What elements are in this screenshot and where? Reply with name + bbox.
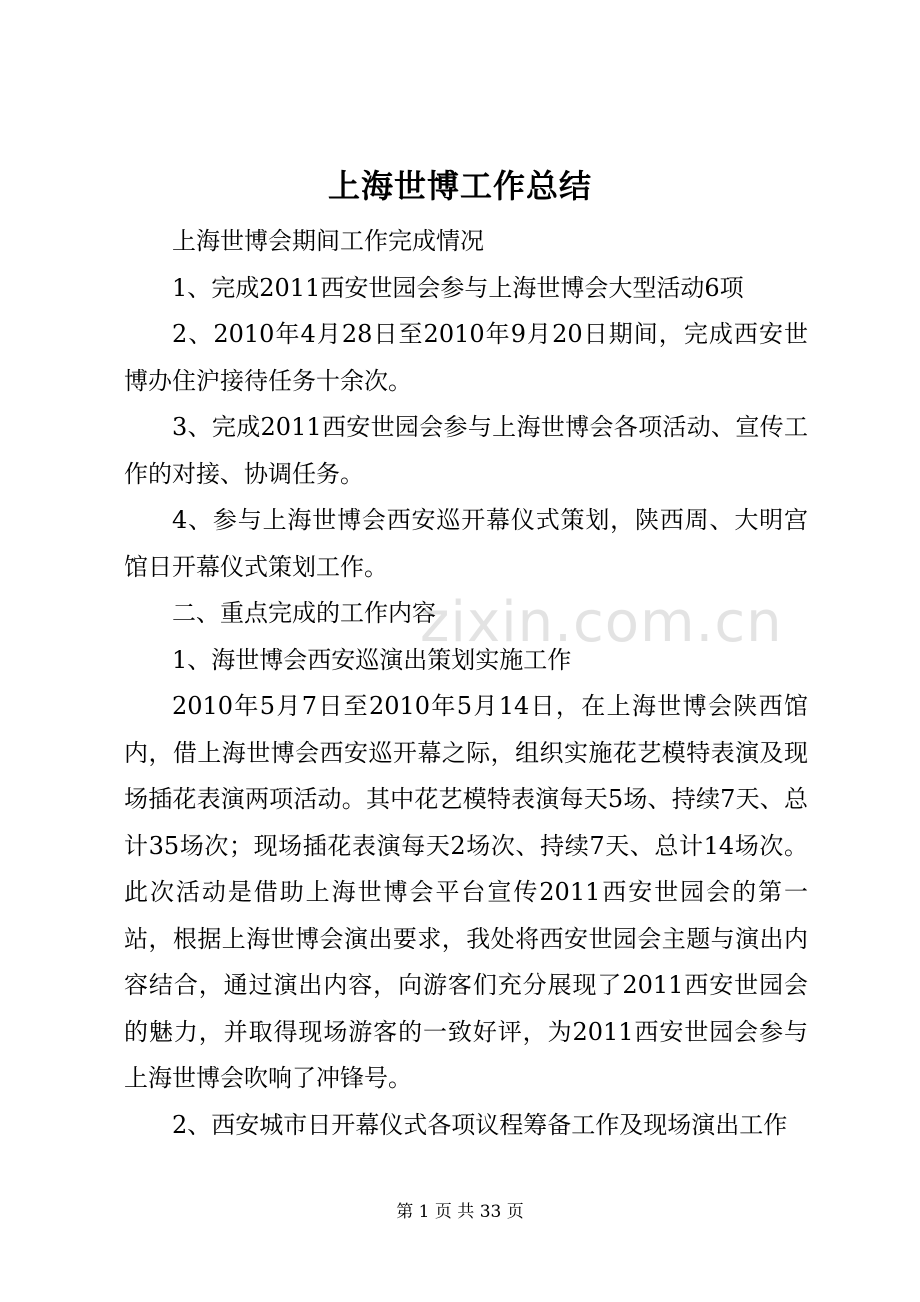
paragraph: 1、海世博会西安巡演出策划实施工作 — [172, 645, 572, 674]
paragraph: 2010年5月7日至2010年5月14日，在上海世博会陕西馆内，借上海世博会西安巡开幕之际，组织实施花艺模特表演及现场插花表演两项活动。其中花艺模特表演每天5场、持续7天、总计35场次；现场插花表演每天2场次、持续7天、总计14场次。此次活动是借助上海世博会平台宣传2011西安世园会的第一站，根据上海世博会演出要求，我处将西安世园会主题与演出内容结合，通过演出内容，向游客们充分展现了2011西安世园会的魅力，并取得现场游客的一致好评，为2011西安世园会参与上海世博会吹响了冲锋号。 — [124, 692, 808, 1092]
watermark: zixin.com.cn — [420, 590, 783, 655]
document-title: 上海世博工作总结 — [327, 167, 592, 205]
paragraph: 1、完成2011西安世园会参与上海世博会大型活动6项 — [172, 273, 744, 302]
paragraph: 2、2010年4月28日至2010年9月20日期间，完成西安世博办住沪接待任务十余次。 — [124, 320, 808, 395]
paragraph: 二、重点完成的工作内容 — [172, 599, 436, 627]
paragraph: 3、完成2011西安世园会参与上海世博会各项活动、宣传工作的对接、协调任务。 — [124, 413, 808, 488]
document-body — [124, 218, 808, 1148]
paragraph: 4、参与上海世博会西安巡开幕仪式策划，陕西周、大明宫馆日开幕仪式策划工作。 — [124, 506, 808, 581]
paragraph: 2、西安城市日开幕仪式各项议程筹备工作及现场演出工作 — [172, 1110, 788, 1139]
paragraph: 上海世博会期间工作完成情况 — [172, 227, 484, 255]
page-footer: 第 1 页 共 33 页 — [396, 1202, 524, 1222]
